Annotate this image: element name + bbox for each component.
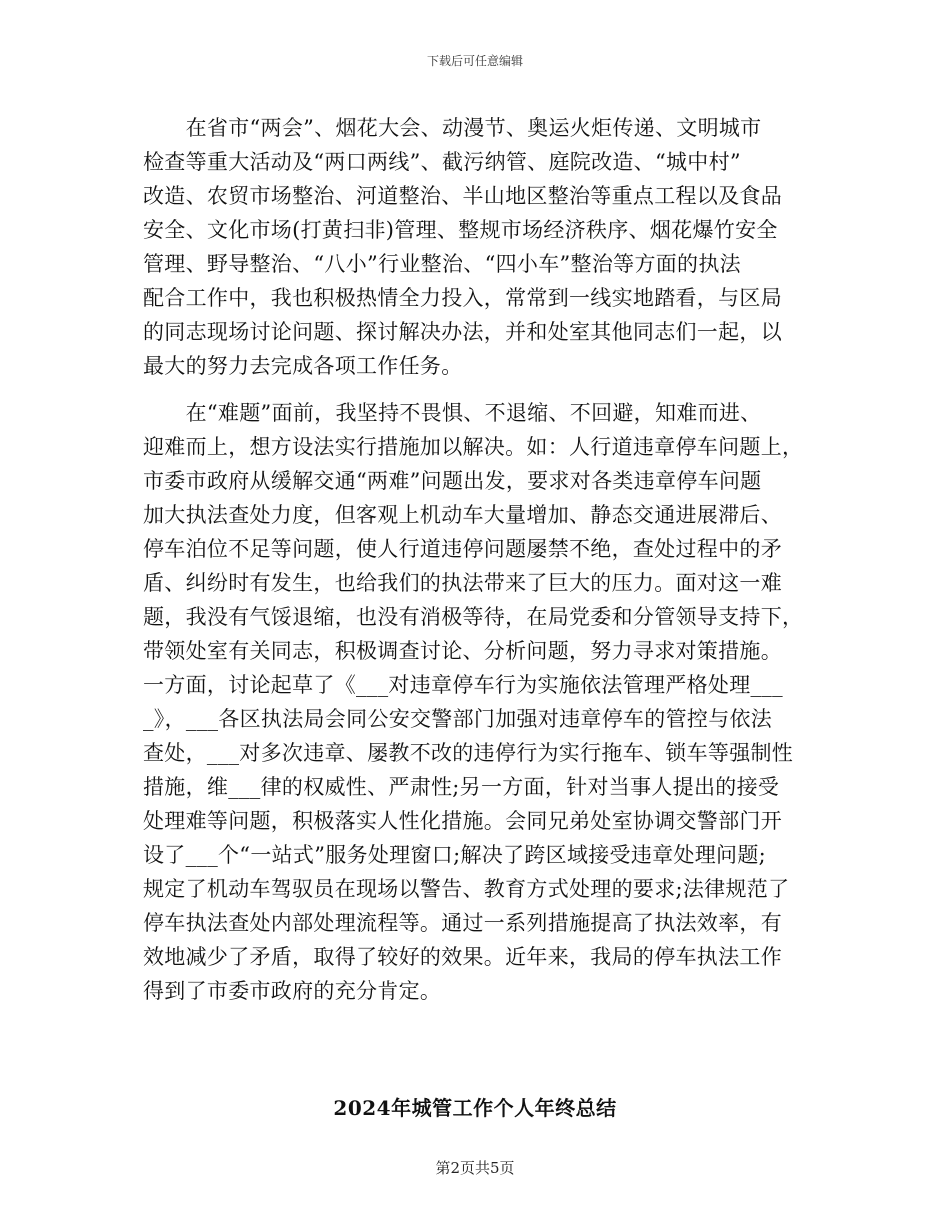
body-line: 的同志现场讨论问题、探讨解决办法，并和处室其他同志们一起，以 xyxy=(143,320,782,344)
section-heading: 2024年城管工作个人年终总结 xyxy=(333,1096,617,1120)
body-line: 停车执法查处内部处理流程等。通过一系列措施提高了执法效率，有 xyxy=(143,911,782,935)
body-line: 带领处室有关同志，积极调查讨论、分析问题，努力寻求对策措施。 xyxy=(143,639,782,663)
body-line: 配合工作中，我也积极热情全力投入，常常到一线实地踏看，与区局 xyxy=(143,286,782,310)
body-line: 一方面，讨论起草了《___对违章停车行为实施依法管理严格处理___ xyxy=(143,673,783,697)
body-line: 安全、文化市场(打黄扫非)管理、整规市场经济秩序、烟花爆竹安全 xyxy=(143,218,778,242)
body-line: 得到了市委市政府的充分肯定。 xyxy=(143,979,442,1003)
page-number: 第2页共5页 xyxy=(435,1159,515,1177)
header-note: 下载后可任意编辑 xyxy=(426,54,523,68)
body-line: 处理难等问题，积极落实人性化措施。会同兄弟处室协调交警部门开 xyxy=(143,809,782,833)
body-line: 查处，___对多次违章、屡教不改的违停行为实行拖车、锁车等强制性 xyxy=(143,741,794,765)
body-line: 最大的努力去完成各项工作任务。 xyxy=(143,354,463,378)
body-line: 改造、农贸市场整治、河道整治、半山地区整治等重点工程以及食品 xyxy=(143,184,782,208)
body-line: _》，___各区执法局会同公安交警部门加强对违章停车的管控与依法 xyxy=(143,707,773,731)
body-line: 停车泊位不足等问题，使人行道违停问题屡禁不绝，查处过程中的矛 xyxy=(143,537,782,561)
body-line: 盾、纠纷时有发生，也给我们的执法带来了巨大的压力。面对这一难 xyxy=(143,571,782,595)
body-line: 市委市政府从缓解交通“两难”问题出发，要求对各类违章停车问题 xyxy=(143,469,762,493)
body-line: 加大执法查处力度，但客观上机动车大量增加、静态交通进展滞后、 xyxy=(143,503,782,527)
body-line: 设了___个“一站式”服务处理窗口;解决了跨区域接受违章处理问题; xyxy=(143,843,767,867)
body-line: 在省市“两会”、烟花大会、动漫节、奥运火炬传递、文明城市 xyxy=(143,116,762,140)
body-line: 题，我没有气馁退缩，也没有消极等待，在局党委和分管领导支持下， xyxy=(143,605,804,629)
body-line: 措施，维___律的权威性、严肃性;另一方面，针对当事人提出的接受 xyxy=(143,775,780,799)
body-line: 检查等重大活动及“两口两线”、截污纳管、庭院改造、“城中村” xyxy=(143,150,741,174)
body-line: 在“难题”面前，我坚持不畏惧、不退缩、不回避，知难而进、 xyxy=(143,401,762,425)
body-line: 规定了机动车驾驭员在现场以警告、教育方式处理的要求;法律规范了 xyxy=(143,877,790,901)
body-line: 管理、野导整治、“八小”行业整治、“四小车”整治等方面的执法 xyxy=(143,252,741,276)
body-line: 迎难而上，想方设法实行措施加以解决。如：人行道违章停车问题上， xyxy=(143,435,804,459)
body-line: 效地减少了矛盾，取得了较好的效果。近年来，我局的停车执法工作 xyxy=(143,945,782,969)
